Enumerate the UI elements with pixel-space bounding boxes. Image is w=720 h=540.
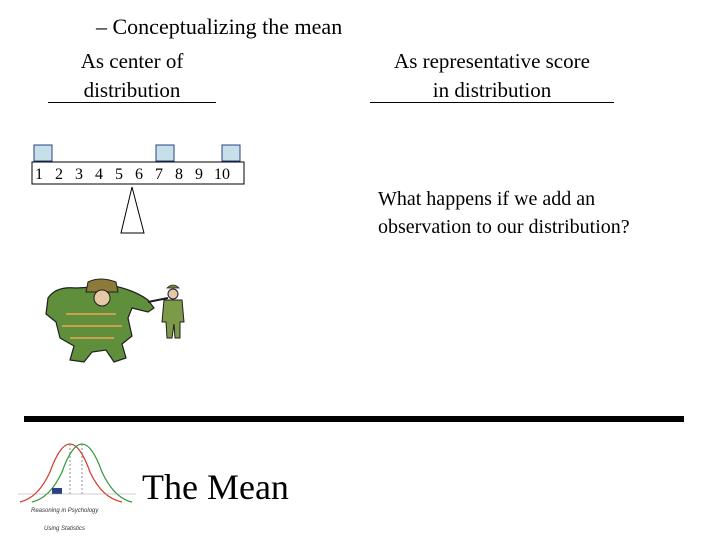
data-block-3	[222, 145, 240, 161]
logo-sample-bars	[52, 488, 62, 494]
question-text: What happens if we add an observation to our distribution?	[378, 188, 630, 238]
fulcrum-triangle	[121, 187, 144, 233]
logo-caption-line1: Reasoning in Psychology	[31, 508, 99, 514]
slide-title: The Mean	[142, 467, 289, 507]
logo-caption-line2: Using Statistics	[44, 526, 86, 532]
scale-number-9: 9	[195, 166, 203, 183]
right-heading-line1: As representative score	[394, 49, 590, 73]
scale-number-1: 1	[35, 166, 43, 183]
course-logo	[18, 432, 136, 536]
scale-number-5: 5	[115, 166, 123, 183]
left-heading-underline	[48, 102, 216, 103]
scale-number-3: 3	[75, 166, 83, 183]
scale-number-10: 10	[214, 166, 230, 183]
right-column-heading	[370, 47, 614, 105]
scale-number-6: 6	[135, 166, 143, 183]
sergeant-figure	[46, 279, 168, 362]
soldier-clipart	[36, 278, 226, 368]
scale-number-4: 4	[95, 166, 103, 183]
private-figure	[162, 285, 184, 338]
balance-scale-diagram	[26, 140, 256, 240]
right-heading-underline	[370, 102, 614, 103]
slide-divider	[24, 416, 684, 422]
right-heading-line2: in distribution	[432, 78, 552, 102]
left-heading-line1: As center of	[80, 49, 184, 73]
slide-heading: – Conceptualizing the mean	[96, 14, 343, 39]
scale-number-2: 2	[55, 166, 63, 183]
scale-number-7: 7	[155, 166, 163, 183]
left-heading-line2: distribution	[83, 78, 181, 102]
scale-number-8: 8	[175, 166, 183, 183]
data-block-1	[34, 145, 52, 161]
data-block-2	[156, 145, 174, 161]
left-column-heading	[48, 47, 216, 105]
